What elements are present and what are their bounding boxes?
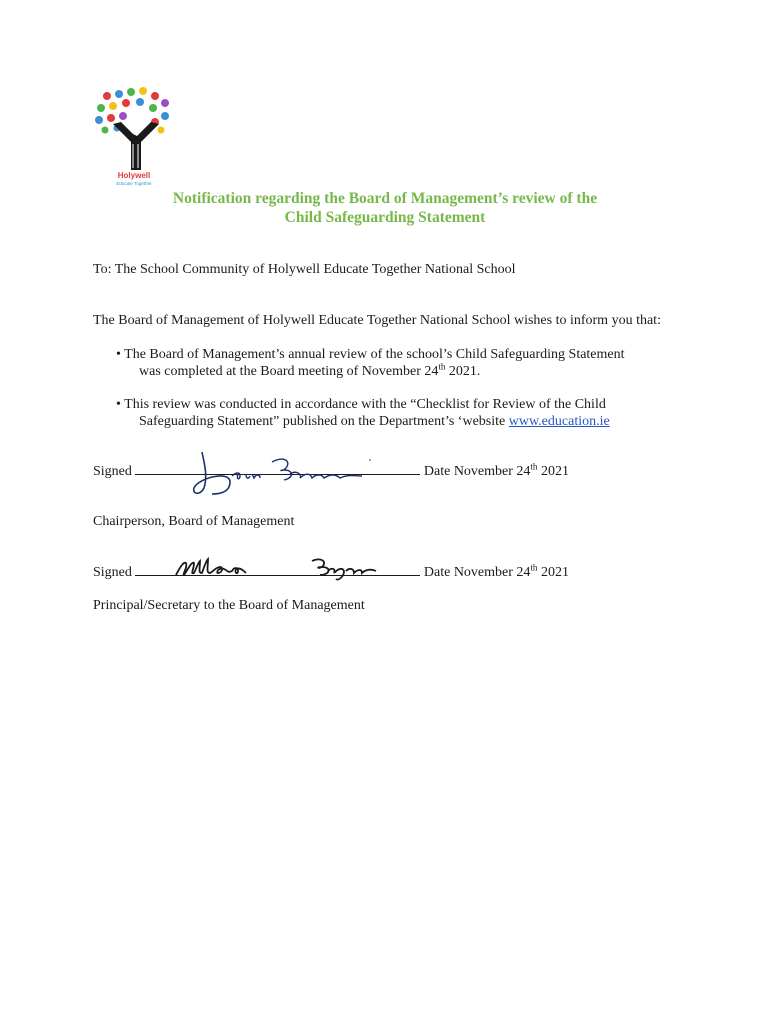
bullet-1-year: 2021.	[445, 364, 481, 379]
date-2	[423, 562, 569, 580]
intro-paragraph: The Board of Management of Holywell Educate Together National School wishes to inform you that:	[93, 313, 661, 328]
bullet-1-line-1: • The Board of Management’s annual review of the school’s Child Safeguarding Statement	[116, 347, 625, 362]
bullet-1-line-2	[116, 363, 625, 380]
signed-label-1: Signed	[93, 464, 132, 479]
signed-label-2: Signed	[93, 565, 132, 580]
ordinal-suffix: th	[438, 361, 446, 372]
bullet-1-text: was completed at the Board meeting of November 24	[139, 364, 439, 379]
bullet-2-line-2	[116, 413, 610, 430]
education-website-link[interactable]: www.education.ie	[508, 414, 610, 429]
title-line-2: Child Safeguarding Statement	[284, 209, 486, 226]
title-line-1: Notification regarding the Board of Management’s review of the	[172, 190, 598, 207]
date-2-text: Date November 24	[423, 565, 531, 580]
principal-signature-icon	[172, 555, 382, 583]
date-1-year: 2021	[537, 464, 569, 479]
handprints-icon	[95, 87, 169, 134]
bullet-2-text: Safeguarding Statement” published on the Department’s ‘website	[139, 414, 509, 429]
bullet-item-1	[116, 346, 625, 380]
document-title	[0, 189, 770, 227]
date-2-suffix: th	[530, 562, 538, 573]
chairperson-signature-icon	[190, 448, 375, 500]
chairperson-role: Chairperson, Board of Management	[93, 514, 295, 529]
date-2-year: 2021	[537, 565, 569, 580]
bullet-2-line-1: • This review was conducted in accordance with the “Checklist for Review of the Child	[116, 397, 606, 412]
school-logo	[93, 86, 175, 186]
to-line: To: The School Community of Holywell Educate Together National School	[93, 262, 516, 277]
logo-tagline: Educate Together	[116, 181, 152, 186]
date-1	[423, 461, 569, 479]
logo-school-name: Holywell	[117, 171, 151, 180]
date-1-text: Date November 24	[423, 464, 531, 479]
handprint-tree-icon	[93, 86, 175, 186]
bullet-item-2	[116, 396, 610, 430]
principal-role: Principal/Secretary to the Board of Management	[93, 598, 365, 613]
date-1-suffix: th	[530, 461, 538, 472]
